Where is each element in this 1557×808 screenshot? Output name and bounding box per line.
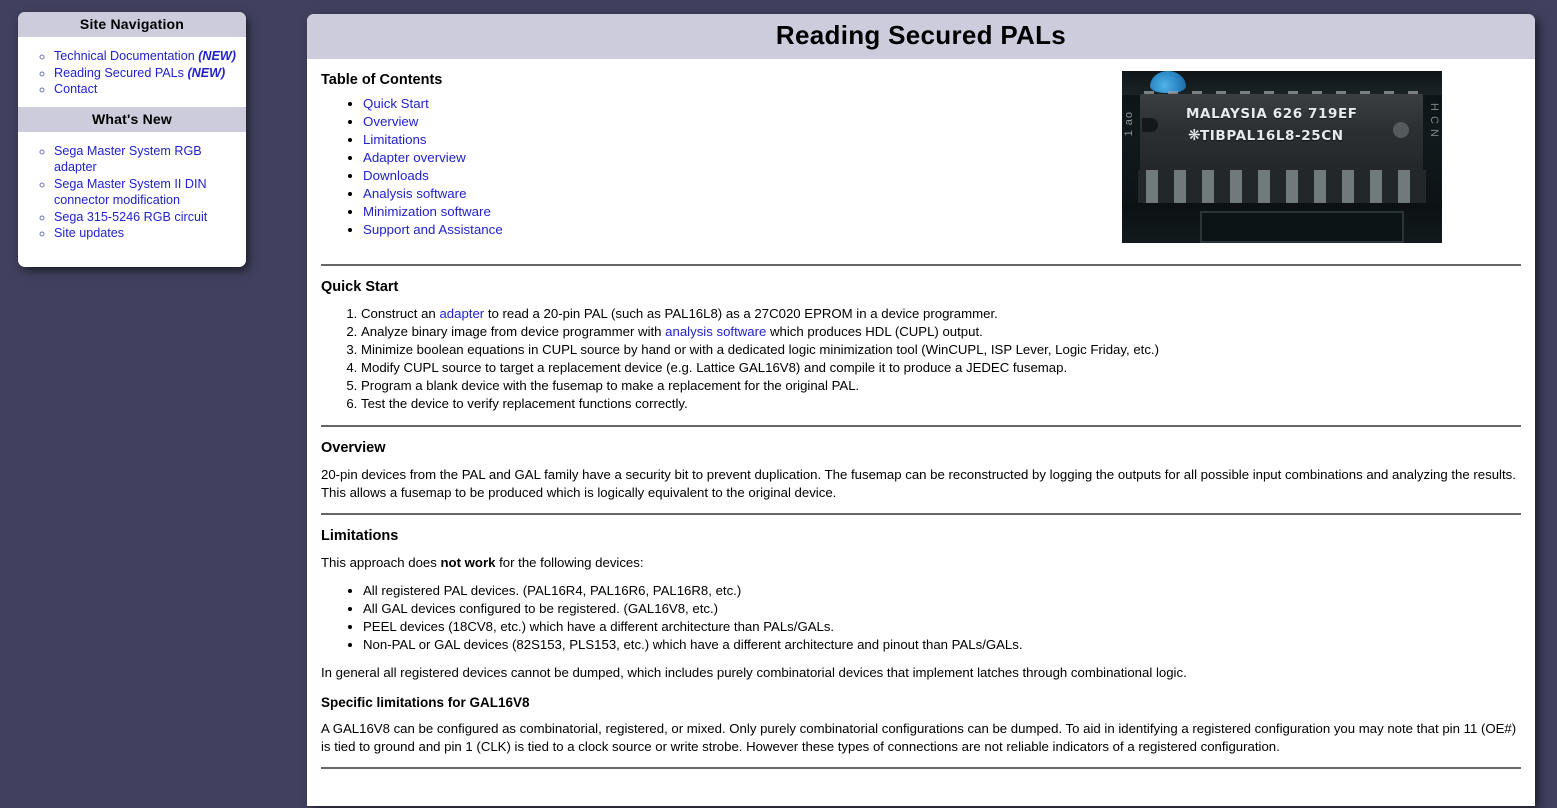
toc-link-overview[interactable]: Overview <box>363 114 419 129</box>
step-4-text: Modify CUPL source to target a replacement device (e.g. Lattice GAL16V8) and compile it to produce a JEDEC fusemap. <box>361 360 1068 375</box>
sidebar-link-sms-rgb-adapter[interactable]: Sega Master System RGB adapter <box>54 143 202 174</box>
chip-markings <box>1186 103 1358 147</box>
section-heading-limitations: Limitations <box>321 528 399 544</box>
gal16v8-limitations-paragraph: A GAL16V8 can be configured as combinatorial, registered, or mixed. Only purely combinatorial configurations can be dumped. To aid in identifying a registered configuration you may note that pin 11 (OE#) is tied to ground and pin 1 (CLK) is tied to a clock source or write strobe. However these types of connections are not reliable indicators of a registered configuration. <box>321 721 1517 754</box>
sidebar-link-sega-315-5246-rgb-circuit[interactable]: Sega 315-5246 RGB circuit <box>54 209 208 224</box>
pcb-lower-area <box>1122 203 1442 243</box>
sidebar-item-contact[interactable] <box>54 81 246 98</box>
limitations-item-4: • Non-PAL or GAL devices (82S153, PLS153, etc.) which have a different architecture and pinout than PALs/GALs. <box>363 636 1521 654</box>
quick-start-step-4 <box>361 359 1521 377</box>
divider-before-overview <box>321 425 1521 427</box>
sidebar-item-site-updates[interactable] <box>54 225 246 242</box>
step-5-text: Program a blank device with the fusemap to make a replacement for the original PAL. <box>361 378 860 393</box>
limitations-closing-paragraph: In general all registered devices cannot be dumped, which includes purely combinatorial devices that implement latches through combinational logic. <box>321 664 1187 680</box>
pcb-side-marking-left: 1 ao <box>1123 111 1135 137</box>
pal-chip-photo <box>1122 71 1442 243</box>
sidebar-nav-heading: Site Navigation <box>18 12 246 37</box>
new-badge-0: (NEW) <box>198 49 236 63</box>
chip-notch <box>1142 118 1158 132</box>
new-badge-1: (NEW) <box>187 65 226 80</box>
sidebar-item-technical-documentation[interactable] <box>54 48 246 65</box>
toc-link-quick-start[interactable]: Quick Start <box>363 96 429 111</box>
sidebar-nav-list <box>18 48 246 98</box>
sidebar-news-heading: What's New <box>18 107 246 132</box>
toc-link-adapter-overview[interactable]: Adapter overview <box>363 150 466 165</box>
quick-start-step-1 <box>361 305 1521 323</box>
limitations-intro-bold: not work <box>440 555 496 570</box>
sidebar-link-reading-secured-pals[interactable] <box>54 66 225 80</box>
limitations-intro-post: for the following devices: <box>495 555 644 570</box>
chip-pins-bottom <box>1138 170 1426 204</box>
chip-marking-line-1: MALAYSIA 626 719EF <box>1186 106 1358 122</box>
sidebar-link-site-updates[interactable]: Site updates <box>54 226 125 240</box>
step-2-text-pre: Analyze binary image from device programmer with <box>361 324 666 339</box>
chip-body <box>1140 94 1423 172</box>
limitations-item-2: • All GAL devices configured to be registered. (GAL16V8, etc.) <box>363 600 1521 618</box>
pcb-side-marking-right: H C N <box>1428 103 1440 138</box>
content-body <box>307 72 1535 769</box>
chip-pin1-dot <box>1393 122 1409 138</box>
section-heading-overview: Overview <box>321 440 386 456</box>
sidebar-item-sms-rgb-adapter[interactable] <box>54 143 246 176</box>
quick-start-step-5 <box>361 377 1521 395</box>
toc-link-analysis-software[interactable]: Analysis software <box>363 186 467 201</box>
quick-start-step-3 <box>361 341 1521 359</box>
toc-link-limitations[interactable]: Limitations <box>363 132 427 147</box>
divider-before-limitations <box>321 513 1521 515</box>
pcb-socket-outline <box>1200 211 1404 243</box>
toc-link-minimization-software[interactable]: Minimization software <box>363 204 491 219</box>
photo-frame <box>1122 71 1442 243</box>
sidebar-item-sega-315-5246-rgb-circuit[interactable] <box>54 209 246 226</box>
sidebar-link-technical-documentation[interactable] <box>54 49 236 63</box>
limitations-item-3: • PEEL devices (18CV8, etc.) which have a different architecture than PALs/GALs. <box>363 618 1521 636</box>
toc-link-support-and-assistance[interactable]: Support and Assistance <box>363 222 503 237</box>
page-title: Reading Secured PALs <box>775 20 1067 50</box>
step-1-text-post: to read a 20-pin PAL (such as PAL16L8) as a 27C020 EPROM in a device programmer. <box>484 306 998 321</box>
step-2-text-post: which produces HDL (CUPL) output. <box>766 324 983 339</box>
quick-start-steps <box>321 305 1521 413</box>
texas-instruments-logo-icon: ❋ <box>1188 127 1201 144</box>
quick-start-step-6 <box>361 395 1521 413</box>
toc-area <box>321 72 1521 252</box>
main-content <box>307 14 1535 806</box>
overview-paragraph: 20-pin devices from the PAL and GAL family have a security bit to prevent duplication. The fusemap can be reconstructed by logging the outputs for all possible input combinations and analyzing the results. This allows a fusemap to be produced which is logically equivalent to the original device. <box>321 467 1516 500</box>
analysis-software-link[interactable]: analysis software <box>665 324 767 339</box>
content-header-bar <box>307 14 1535 59</box>
sidebar-link-contact[interactable]: Contact <box>54 82 98 96</box>
divider-before-quick-start <box>321 264 1521 266</box>
limitations-intro <box>321 554 1521 572</box>
limitations-list <box>321 582 1521 654</box>
sidebar <box>18 12 246 267</box>
sidebar-item-reading-secured-pals[interactable] <box>54 65 246 82</box>
limitations-intro-pre: This approach does <box>321 555 441 570</box>
toc-link-downloads[interactable]: Downloads <box>363 168 429 183</box>
step-3-text: Minimize boolean equations in CUPL source by hand or with a dedicated logic minimization tool (WinCUPL, ISP Lever, Logic Friday, etc.) <box>361 342 1159 357</box>
section-heading-quick-start: Quick Start <box>321 279 399 295</box>
sidebar-nav-label-1: Reading Secured PALs <box>54 65 184 80</box>
step-1-text-pre: Construct an <box>361 306 440 321</box>
quick-start-step-2 <box>361 323 1521 341</box>
divider-bottom <box>321 767 1521 769</box>
chip-marking-line-2: TIBPAL16L8-25CN <box>1200 128 1344 144</box>
limitations-item-1: • All registered PAL devices. (PAL16R4, PAL16R6, PAL16R8, etc.) <box>363 582 1521 600</box>
sidebar-link-sms2-din-modification[interactable]: Sega Master System II DIN connector modification <box>54 176 207 207</box>
sidebar-news-list <box>18 143 246 242</box>
subsection-heading-gal16v8-limitations: Specific limitations for GAL16V8 <box>321 695 530 710</box>
step-6-text: Test the device to verify replacement functions correctly. <box>361 396 688 411</box>
adapter-link[interactable]: adapter <box>439 306 485 321</box>
toc-heading: Table of Contents <box>321 72 443 88</box>
sidebar-item-sms2-din-modification[interactable] <box>54 176 246 209</box>
sidebar-nav-label-0: Technical Documentation <box>54 49 195 63</box>
